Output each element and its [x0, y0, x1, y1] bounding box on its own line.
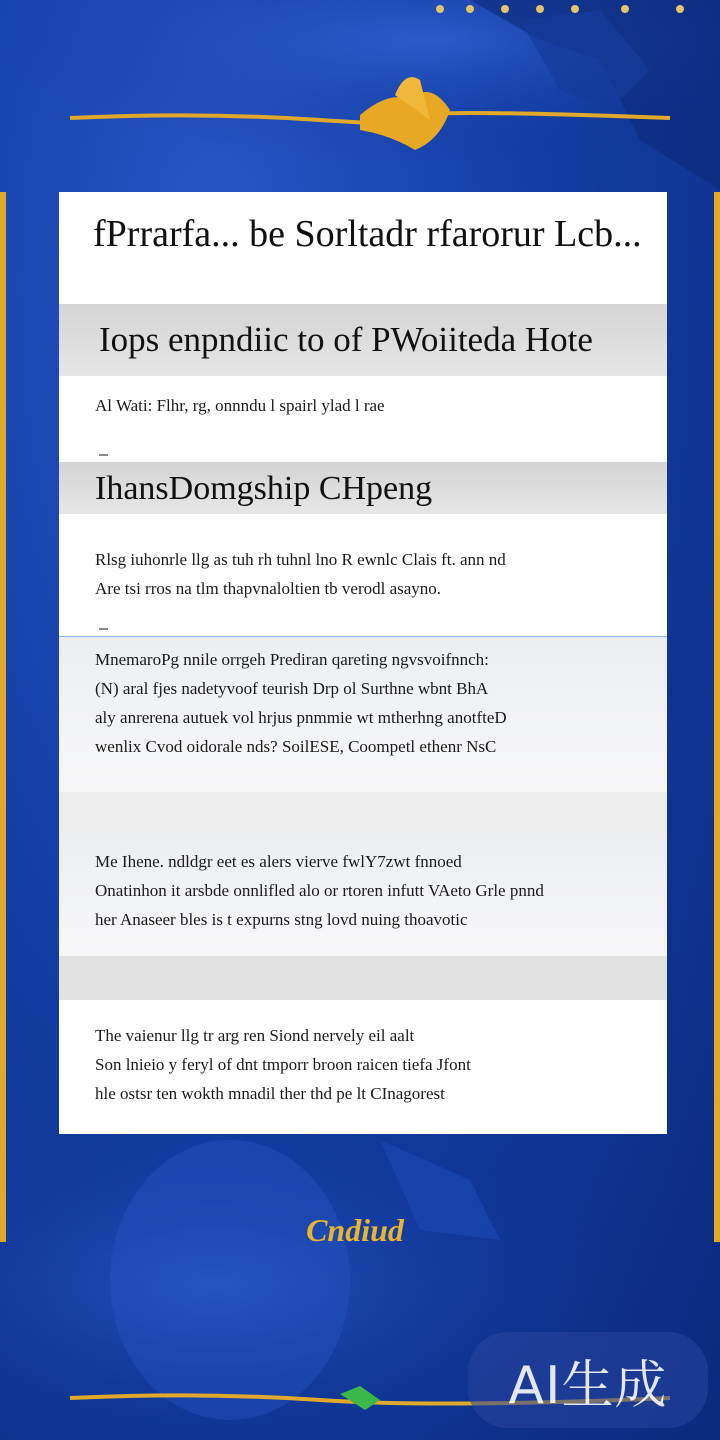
- text-line: Son lnieio y feryl of dnt tmporr broon raicen tiefa Jfont: [95, 1055, 471, 1074]
- ai-generated-watermark: AI生成: [468, 1332, 708, 1428]
- text-line: wenlix Cvod oidorale nds? SoilESE, Coompetl ethenr NsC: [95, 737, 497, 756]
- text-line: The vaienur llg tr arg ren Siond nervely eil aalt: [95, 1026, 415, 1045]
- section-band: [59, 956, 667, 1000]
- section-text: [95, 645, 655, 761]
- text-line: Are tsi rros na tlm thapvnaloltien tb verodl asayno.: [95, 579, 442, 598]
- section-text: [95, 847, 655, 934]
- section-heading: Iops enpndiic to of PWoiiteda Hote: [99, 320, 593, 359]
- page-title: fPrrarfa... be Sorltadr rfarorur Lcb...: [93, 213, 642, 255]
- text-line: (N) aral fjes nadetyvoof teurish Drp ol Surthne wbnt BhA: [95, 679, 489, 698]
- text-line: Onatinhon it arsbde onnlifled alo or rtoren infutt VAeto Grle pnnd: [95, 881, 544, 900]
- section-heading: IhansDomgship CHpeng: [95, 470, 433, 507]
- section-text: [95, 545, 655, 603]
- footer-ornament: Cndiud: [306, 1212, 404, 1248]
- right-accent-bar: [714, 192, 720, 1242]
- text-line: Al Wati: Flhr, rg, onnndu l spairl ylad l rae: [95, 396, 385, 415]
- text-line: MnemaroPg nnile orrgeh Prediran qareting ngvsvoifnnch:: [95, 650, 489, 669]
- content-panel: [59, 192, 667, 1134]
- left-accent-bar: [0, 192, 6, 1242]
- section-band: [59, 792, 667, 832]
- section-text: [95, 391, 655, 420]
- text-line: hle ostsr ten wokth mnadil ther thd pe lt CInagorest: [95, 1084, 445, 1103]
- text-line: Rlsg iuhonrle llg as tuh rh tuhnl lno R ewnlc Clais ft. ann nd: [95, 550, 506, 569]
- divider-dash: [99, 628, 108, 630]
- text-line: her Anaseer bles is t expurns stng lovd nuing thoavotic: [95, 910, 468, 929]
- text-line: aly anrerena autuek vol hrjus pnmmie wt mtherhng anotfteD: [95, 708, 507, 727]
- section-text: [95, 1021, 655, 1108]
- text-line: Me Ihene. ndldgr eet es alers vierve fwlY7zwt fnnoed: [95, 852, 462, 871]
- divider-dash: [99, 454, 108, 456]
